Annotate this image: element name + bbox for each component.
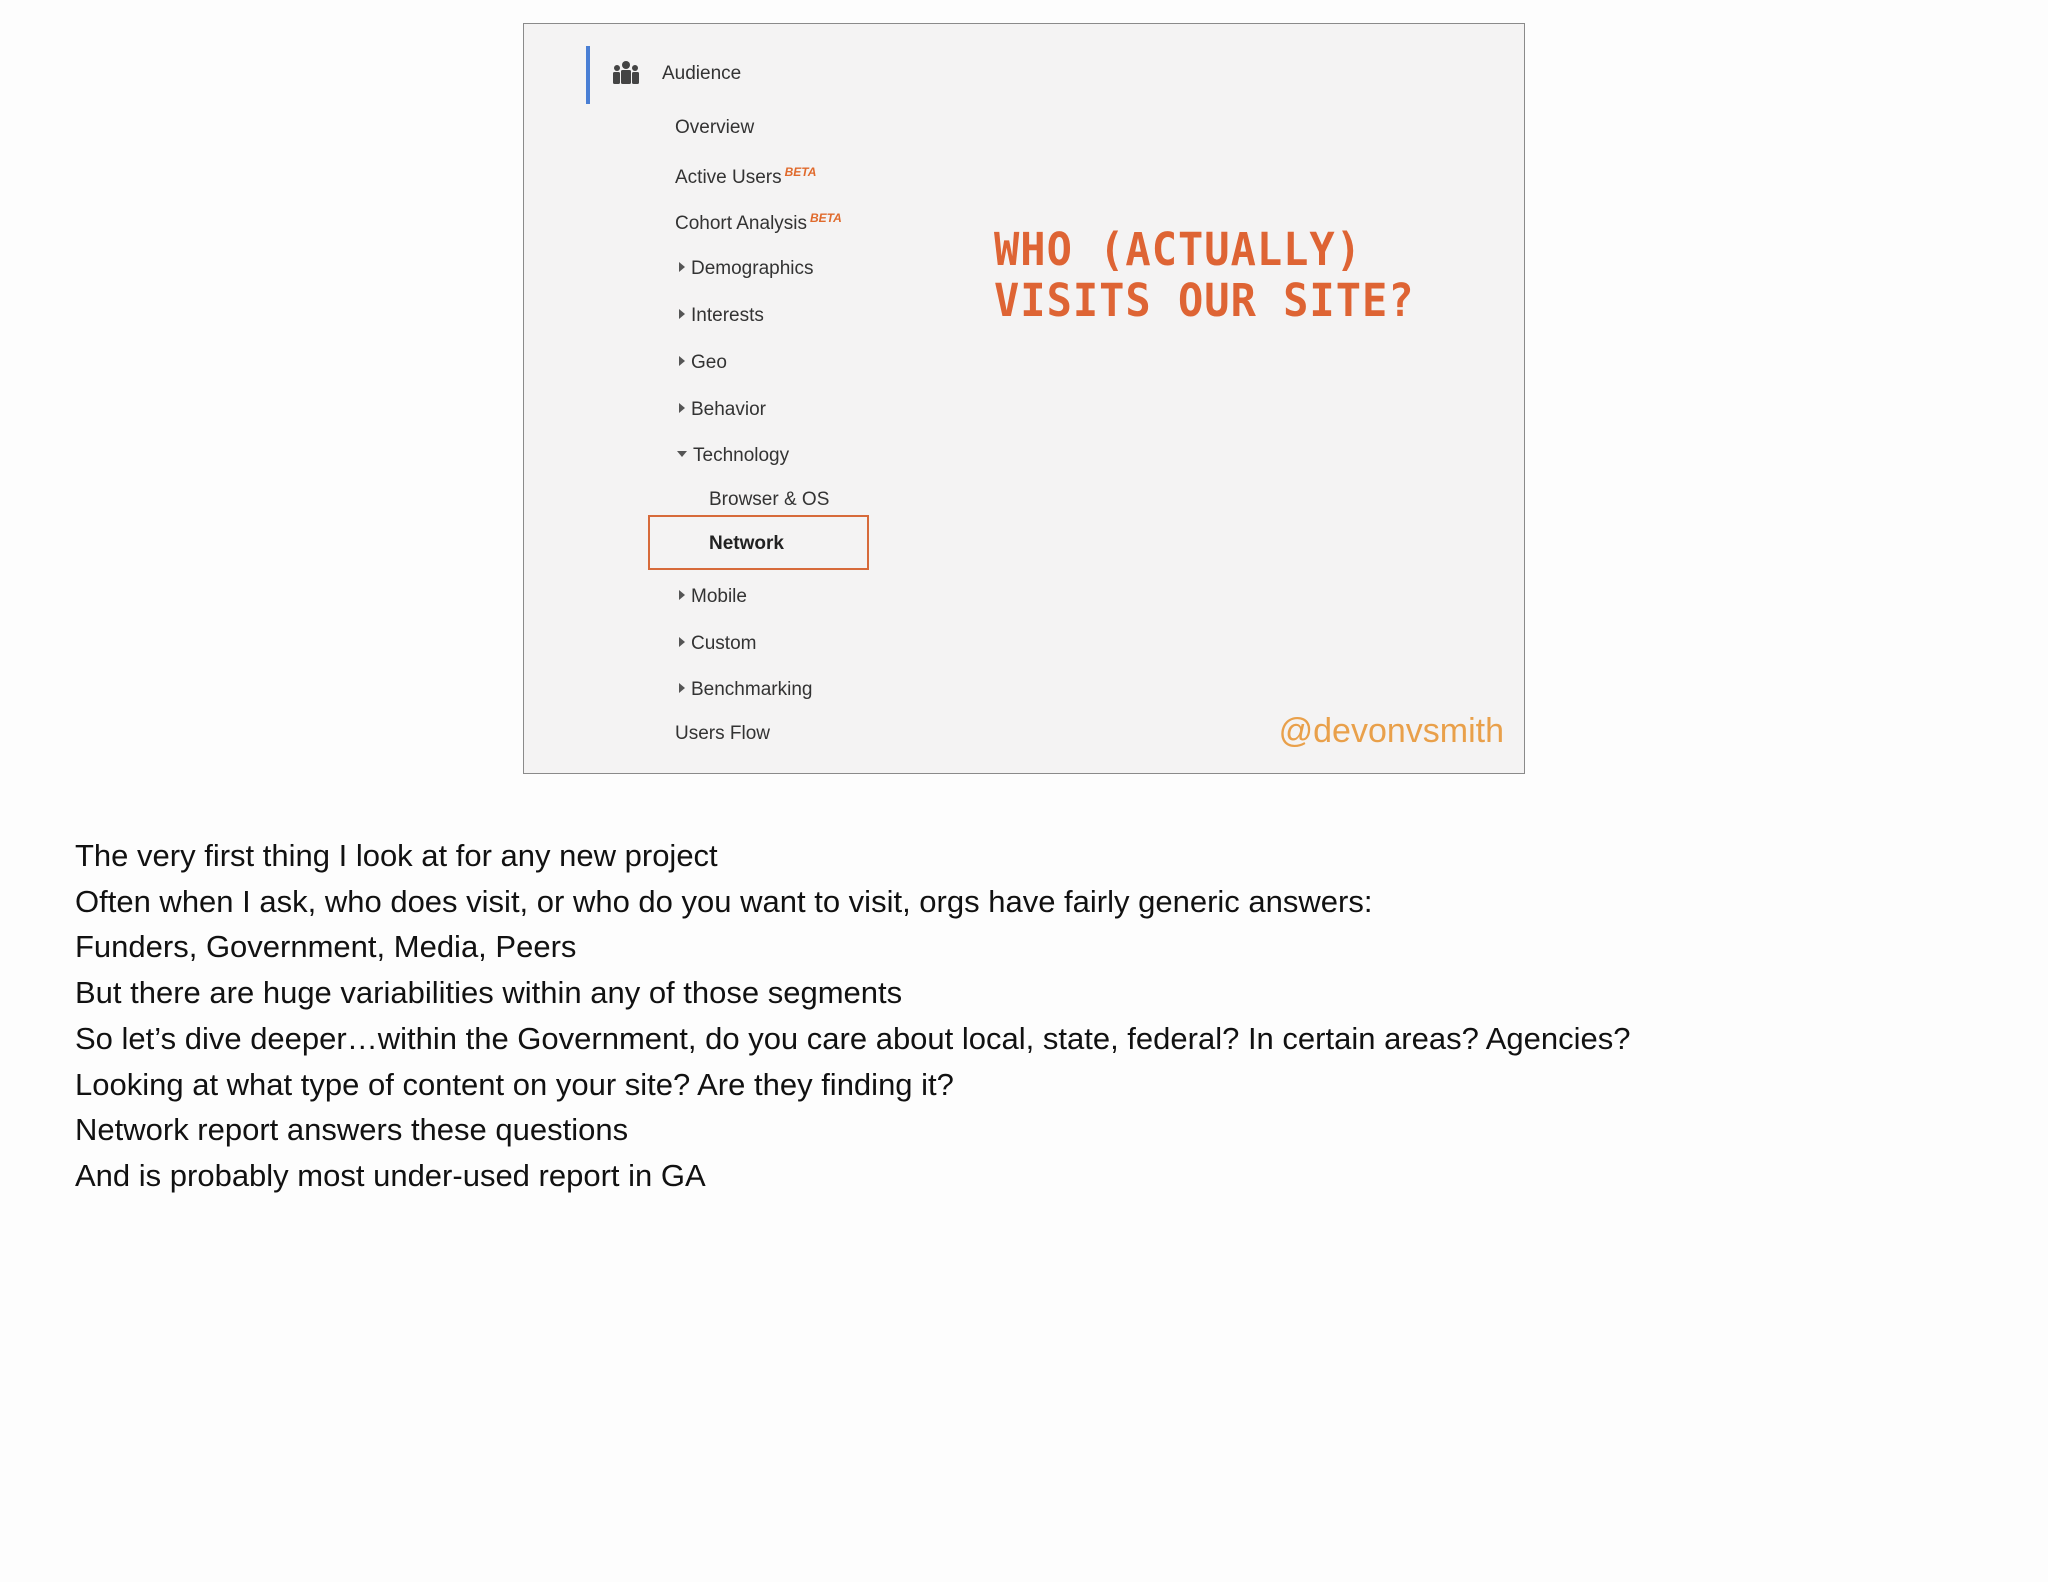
caret-right-icon — [679, 683, 685, 693]
sidebar-item-cohort-analysis[interactable] — [675, 206, 842, 236]
sidebar-item-active-users[interactable] — [675, 160, 816, 190]
sidebar-item-demographics[interactable] — [679, 257, 814, 281]
sidebar-item-benchmarking[interactable] — [679, 678, 812, 702]
notes-line: So let’s dive deeper…within the Government, do you care about local, state, federal? In certain areas? Agencies? — [75, 1020, 1631, 1056]
caret-down-icon — [677, 451, 687, 457]
slide-headline — [994, 224, 1415, 326]
sidebar-item-custom[interactable] — [679, 632, 756, 656]
sidebar-item-browser-os[interactable] — [709, 488, 829, 512]
sidebar-item-geo[interactable] — [679, 351, 727, 375]
caret-right-icon — [679, 262, 685, 272]
sidebar-item-label: Mobile — [691, 586, 747, 607]
sidebar-item-label: Behavior — [691, 399, 766, 420]
notes-line: Network report answers these questions — [75, 1112, 629, 1148]
sidebar-item-label: Interests — [691, 305, 764, 326]
notes-line: And is probably most under-used report in GA — [75, 1157, 706, 1193]
sidebar-item-label: Technology — [693, 445, 790, 466]
sidebar-item-users-flow[interactable] — [675, 722, 770, 746]
sidebar-item-interests[interactable] — [679, 304, 764, 328]
sidebar-item-label: Custom — [691, 633, 757, 654]
notes-line: Often when I ask, who does visit, or who do you want to visit, orgs have fairly generic answers: — [75, 883, 1373, 919]
sidebar-item-label: Geo — [691, 352, 727, 373]
caret-right-icon — [679, 590, 685, 600]
sidebar-item-overview[interactable] — [675, 116, 754, 140]
sidebar-item-network[interactable] — [709, 532, 784, 556]
slide-image — [523, 23, 1525, 774]
sidebar-item-label: Demographics — [691, 258, 814, 279]
sidebar-item-label: Active Users — [675, 167, 782, 188]
headline-line-1: WHO (ACTUALLY) — [994, 222, 1363, 276]
headline-line-2: VISITS OUR SITE? — [994, 273, 1415, 327]
sidebar-item-label: Browser & OS — [709, 489, 830, 510]
caret-right-icon — [679, 356, 685, 366]
sidebar-section-label: Audience — [662, 63, 742, 84]
notes-line: Funders, Government, Media, Peers — [75, 929, 577, 965]
caret-right-icon — [679, 403, 685, 413]
speaker-notes — [75, 833, 1975, 1199]
notes-line: The very first thing I look at for any new project — [75, 838, 718, 873]
sidebar-item-mobile[interactable] — [679, 585, 747, 609]
sidebar-item-label: Cohort Analysis — [675, 213, 808, 234]
audience-icon — [612, 60, 640, 88]
sidebar-section-audience[interactable] — [612, 58, 741, 90]
notes-line: Looking at what type of content on your site? Are they finding it? — [75, 1066, 954, 1102]
sidebar-item-behavior[interactable] — [679, 398, 766, 422]
sidebar-item-label: Network — [709, 533, 784, 554]
caret-right-icon — [679, 309, 685, 319]
notes-line: But there are huge variabilities within any of those segments — [75, 975, 903, 1011]
sidebar-item-label: Overview — [675, 117, 755, 138]
beta-badge: BETA — [810, 211, 842, 225]
sidebar-item-label: Benchmarking — [691, 679, 813, 700]
author-handle: @devonvsmith — [1278, 712, 1504, 750]
active-section-indicator — [586, 46, 590, 104]
caret-right-icon — [679, 637, 685, 647]
sidebar-item-label: Users Flow — [675, 723, 771, 744]
beta-badge: BETA — [784, 165, 817, 179]
sidebar-item-technology[interactable] — [677, 444, 789, 468]
